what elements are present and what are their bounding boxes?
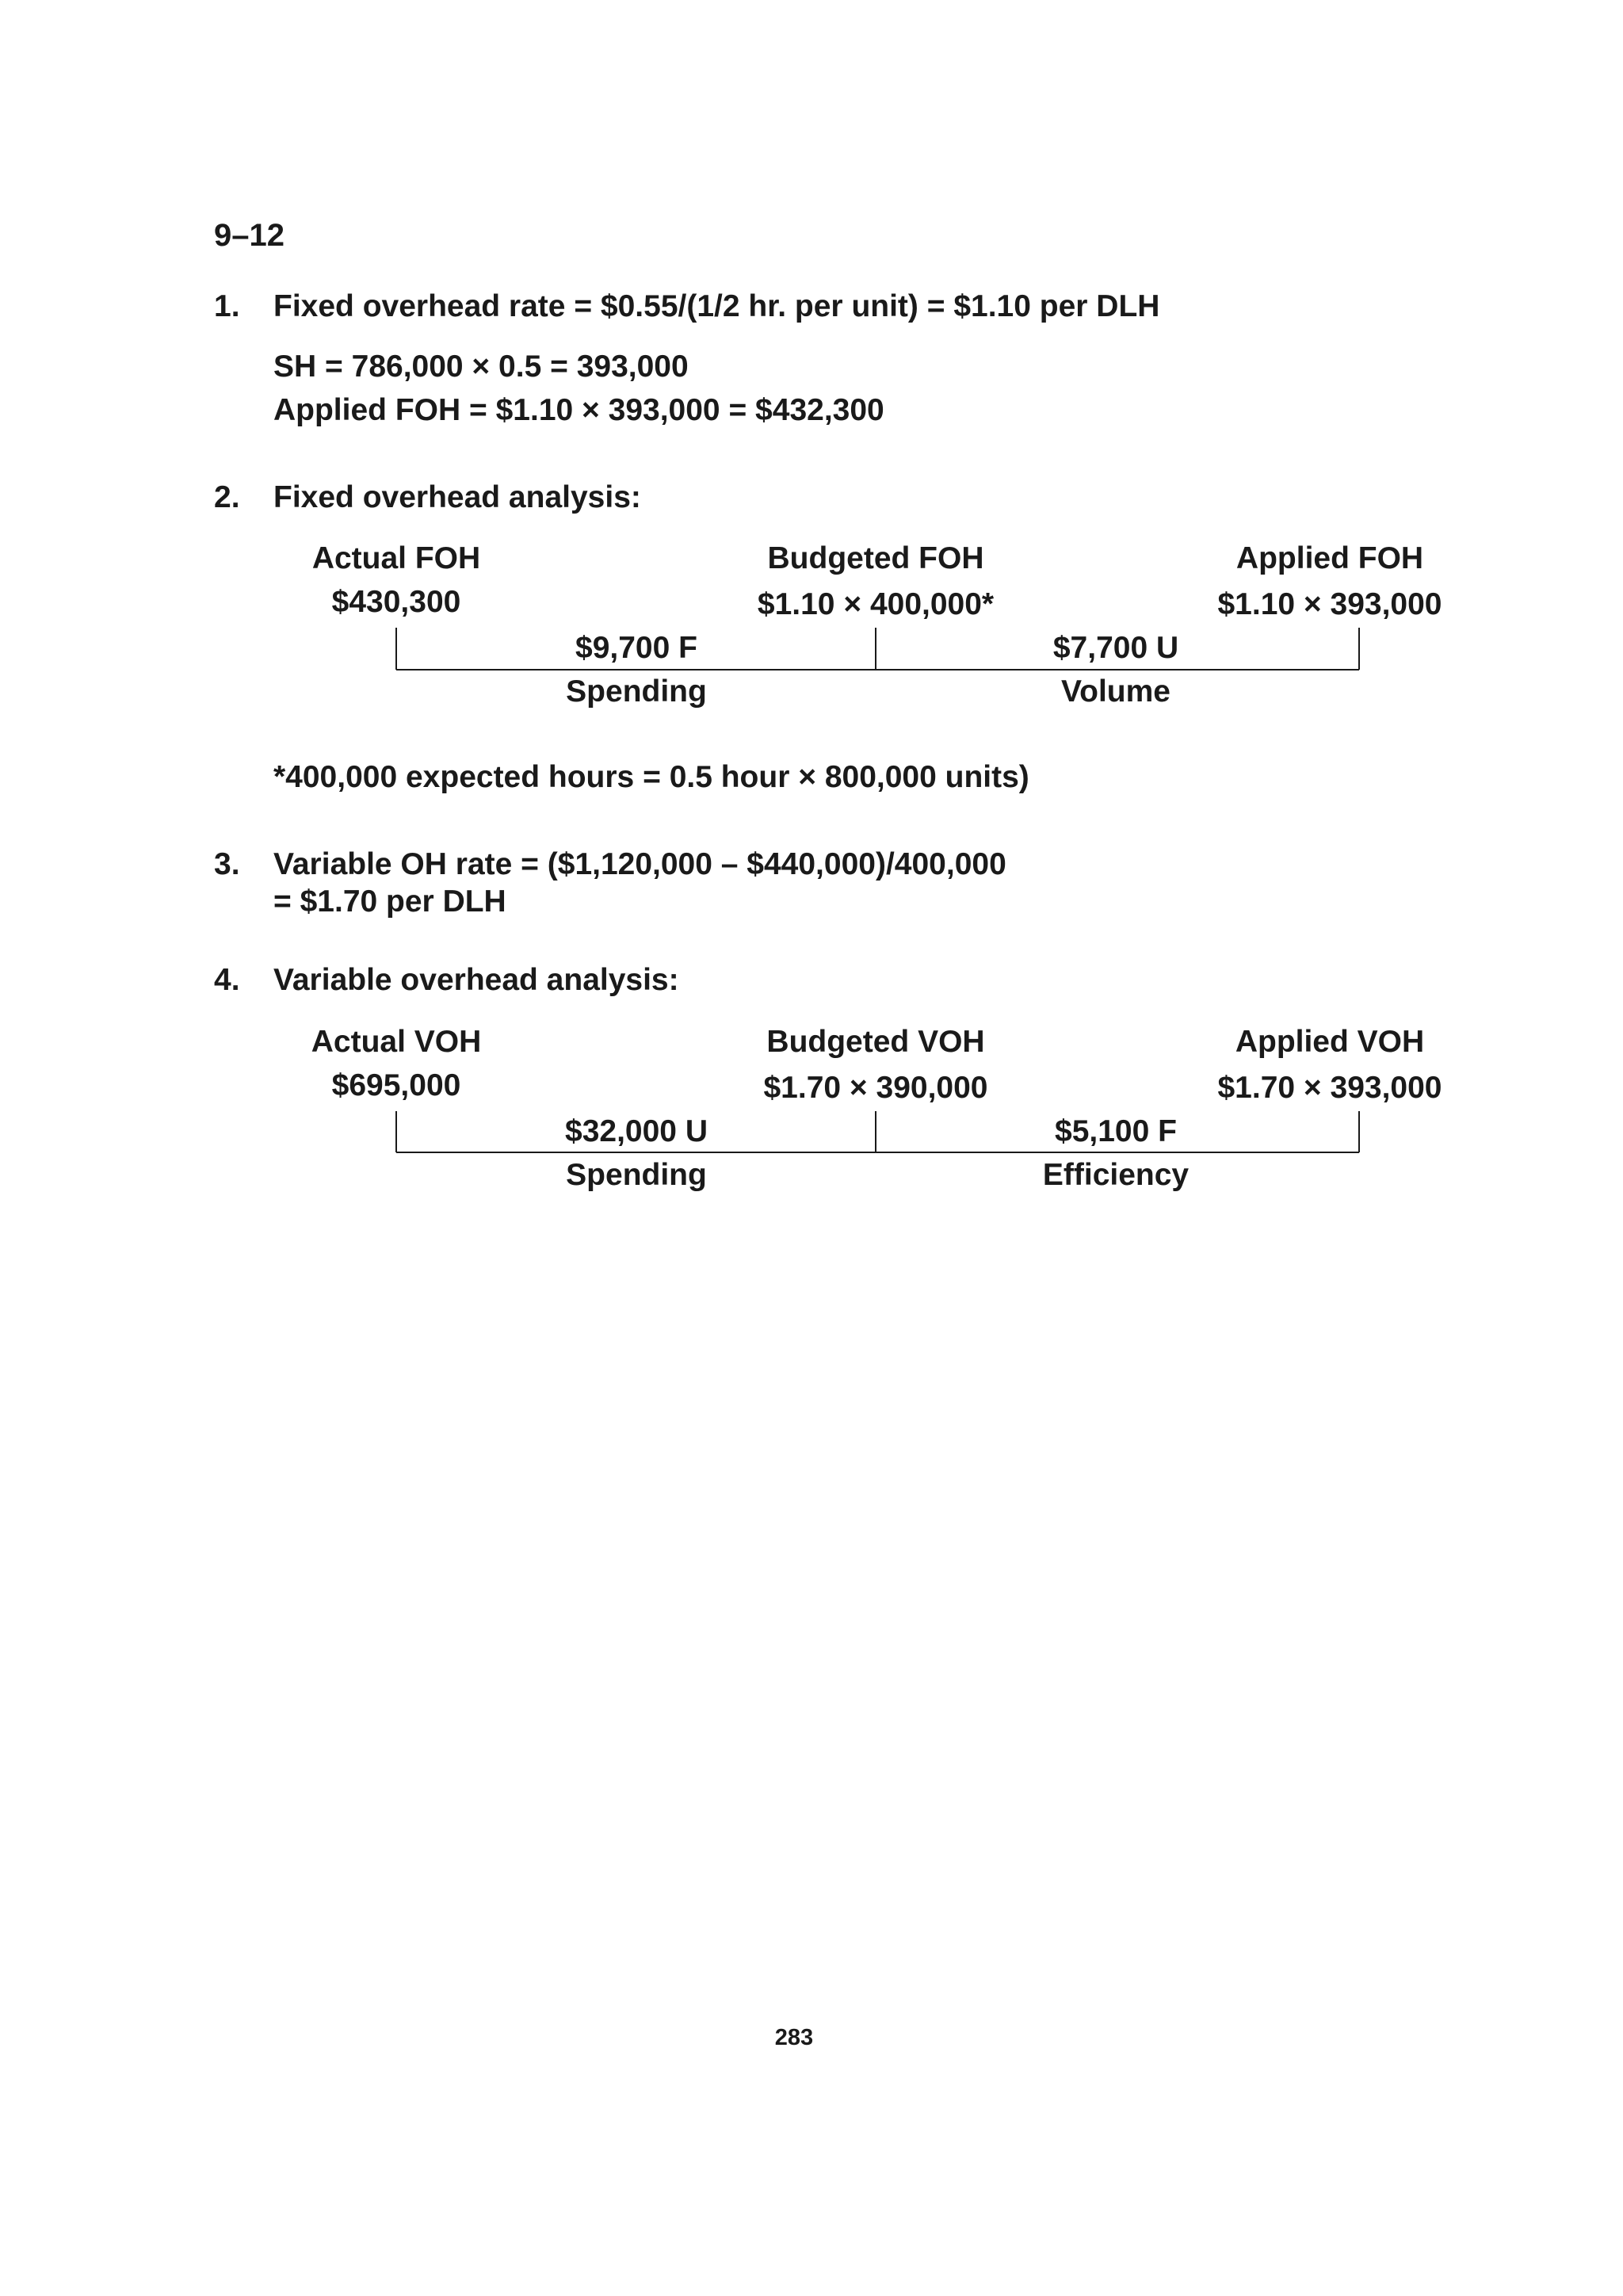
applied-foh-line: Applied FOH = $1.10 × 393,000 = $432,300 bbox=[273, 393, 884, 427]
variable-oh-rate-line: Variable OH rate = ($1,120,000 – $440,000)/400,000 bbox=[273, 847, 1006, 881]
budgeted-foh-value: $1.10 × 400,000* bbox=[757, 587, 995, 621]
voh-efficiency-variance-label: Efficiency bbox=[1042, 1158, 1190, 1192]
fixed-overhead-analysis-title: Fixed overhead analysis: bbox=[273, 480, 641, 514]
applied-foh-value: $1.10 × 393,000 bbox=[1217, 587, 1442, 621]
budgeted-voh-header: Budgeted VOH bbox=[766, 1025, 985, 1059]
problem-number-heading: 9–12 bbox=[214, 218, 285, 253]
foh-spending-variance-amount: $9,700 F bbox=[575, 631, 697, 665]
foh-volume-variance-label: Volume bbox=[1061, 674, 1170, 709]
actual-foh-header: Actual FOH bbox=[311, 541, 481, 575]
variable-oh-rate-result: = $1.70 per DLH bbox=[273, 884, 506, 919]
page-number: 283 bbox=[774, 2025, 814, 2050]
standard-hours-line: SH = 786,000 × 0.5 = 393,000 bbox=[273, 350, 689, 384]
foh-volume-variance-amount: $7,700 U bbox=[1052, 631, 1179, 665]
part-1-number: 1. bbox=[214, 289, 240, 323]
voh-efficiency-variance-amount: $5,100 F bbox=[1055, 1114, 1177, 1148]
variable-overhead-analysis-title: Variable overhead analysis: bbox=[273, 963, 679, 997]
expected-hours-footnote: *400,000 expected hours = 0.5 hour × 800,000 units) bbox=[273, 760, 1029, 794]
part-2-number: 2. bbox=[214, 480, 240, 514]
budgeted-foh-header: Budgeted FOH bbox=[767, 541, 984, 575]
budgeted-voh-value: $1.70 × 390,000 bbox=[763, 1071, 988, 1105]
applied-foh-header: Applied FOH bbox=[1235, 541, 1424, 575]
actual-voh-header: Actual VOH bbox=[311, 1025, 482, 1059]
part-3-number: 3. bbox=[214, 847, 240, 881]
foh-spending-variance-label: Spending bbox=[566, 674, 707, 709]
applied-voh-header: Applied VOH bbox=[1235, 1025, 1425, 1059]
actual-voh-value: $695,000 bbox=[331, 1068, 461, 1102]
voh-spending-variance-amount: $32,000 U bbox=[565, 1114, 708, 1148]
voh-variance-bracket bbox=[396, 1111, 1359, 1152]
voh-spending-variance-label: Spending bbox=[566, 1158, 707, 1192]
applied-voh-value: $1.70 × 393,000 bbox=[1217, 1071, 1442, 1105]
foh-variance-bracket bbox=[396, 628, 1359, 670]
fixed-overhead-rate-line: Fixed overhead rate = $0.55/(1/2 hr. per unit) = $1.10 per DLH bbox=[273, 289, 1160, 323]
actual-foh-value: $430,300 bbox=[331, 585, 461, 619]
part-4-number: 4. bbox=[214, 963, 240, 997]
